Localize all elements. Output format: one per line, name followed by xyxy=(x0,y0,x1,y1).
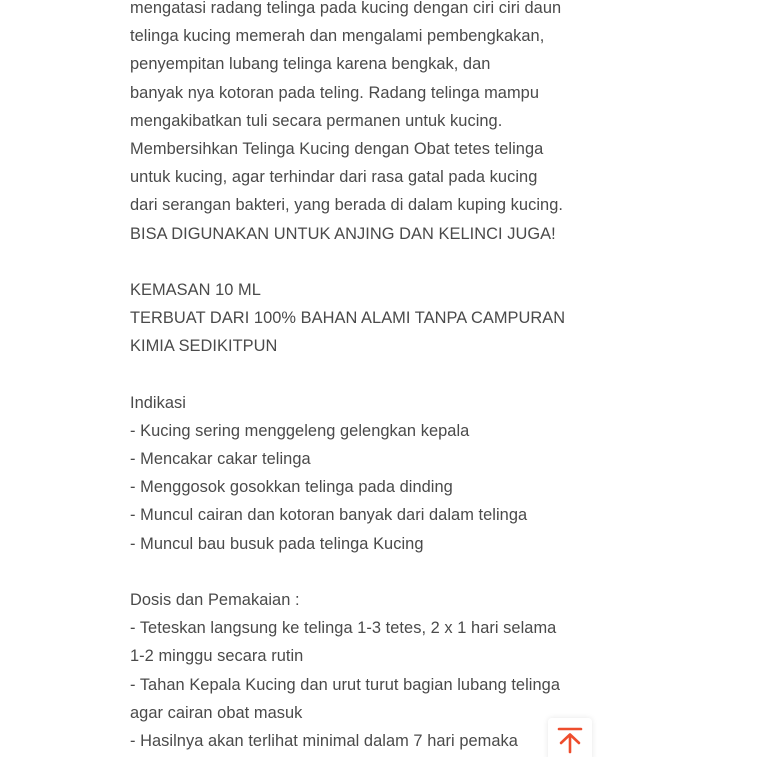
dosage-item: agar cairan obat masuk xyxy=(130,703,303,722)
description-line: KEMASAN 10 ML xyxy=(130,280,261,299)
description-line: Membersihkan Telinga Kucing dengan Obat tetes telinga xyxy=(130,139,544,158)
description-line: penyempitan lubang telinga karena bengkak, dan xyxy=(130,55,491,74)
dosage-item: 1-2 minggu secara rutin xyxy=(130,647,304,666)
description-line: telinga kucing memerah dan mengalami pembengkakan, xyxy=(130,27,545,46)
dosage-item: - Teteskan langsung ke telinga 1-3 tetes, 2 x 1 hari selama xyxy=(130,619,557,638)
description-line: untuk kucing, agar terhindar dari rasa gatal pada kucing xyxy=(130,168,538,187)
description-line: KIMIA SEDIKITPUN xyxy=(130,337,278,356)
arrow-up-to-top-icon xyxy=(557,726,583,754)
product-description-text xyxy=(130,0,610,755)
description-line: TERBUAT DARI 100% BAHAN ALAMI TANPA CAMPURAN xyxy=(130,309,566,328)
dosage-item: - Hasilnya akan terlihat minimal dalam 7 hari pemaka xyxy=(130,731,518,750)
description-heading-dosis: Dosis dan Pemakaian : xyxy=(130,590,300,609)
paragraph-gap xyxy=(130,360,610,388)
paragraph-gap xyxy=(130,248,610,276)
indication-item: - Kucing sering menggeleng gelengkan kepala xyxy=(130,421,470,440)
description-line: BISA DIGUNAKAN UNTUK ANJING DAN KELINCI JUGA! xyxy=(130,224,556,243)
description-heading-indikasi: Indikasi xyxy=(130,393,186,412)
dosage-item: - Tahan Kepala Kucing dan urut turut bagian lubang telinga xyxy=(130,675,560,694)
indication-item: - Muncul bau busuk pada telinga Kucing xyxy=(130,534,424,553)
indication-item: - Menggosok gosokkan telinga pada dinding xyxy=(130,478,453,497)
indication-item: - Muncul cairan dan kotoran banyak dari dalam telinga xyxy=(130,506,528,525)
description-line: mengakibatkan tuli secara permanen untuk kucing. xyxy=(130,111,503,130)
description-line: mengatasi radang telinga pada kucing dengan ciri ciri daun xyxy=(130,0,562,17)
indication-item: - Mencakar cakar telinga xyxy=(130,450,311,468)
description-line: dari serangan bakteri, yang berada di dalam kuping kucing. xyxy=(130,196,563,215)
description-line: banyak nya kotoran pada teling. Radang telinga mampu xyxy=(130,83,539,102)
paragraph-gap xyxy=(130,558,610,586)
back-to-top-button[interactable] xyxy=(548,718,592,757)
